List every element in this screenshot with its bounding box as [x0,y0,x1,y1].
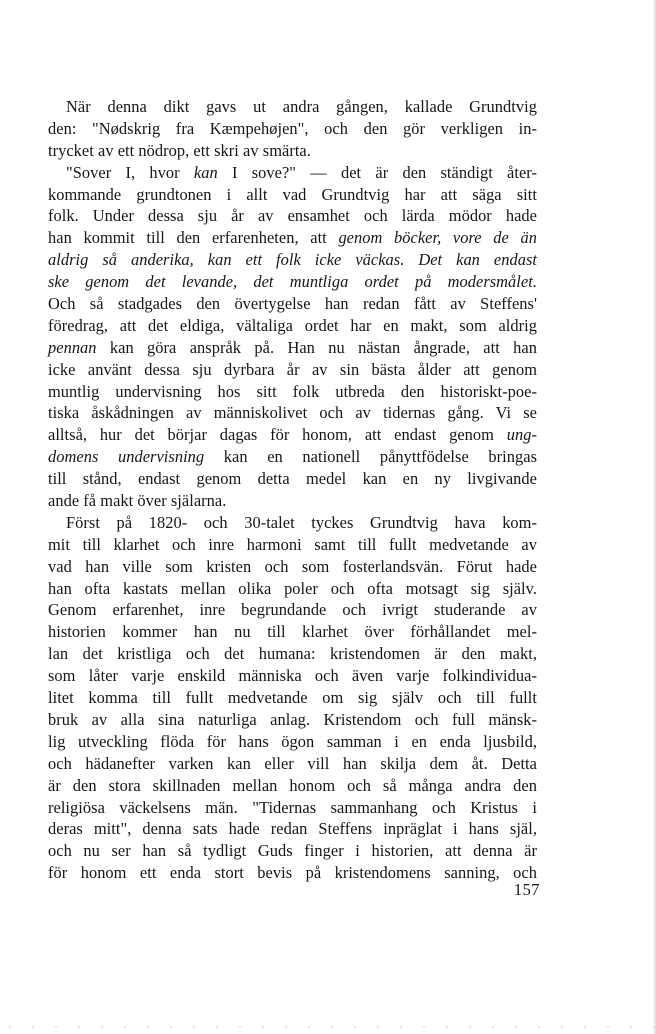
text-segment: Först på 1820- och 30-talet tyckes Grundtvig hava kom- [66,512,537,532]
text-line [48,621,537,643]
italic-text: genom böcker, vore de än [338,228,537,248]
text-line [48,709,537,731]
text-line [48,665,537,687]
text-segment: till stånd, endast genom detta medel kan en ny livgivande [48,469,537,489]
text-line [48,293,537,315]
text-line [48,797,537,819]
text-line [48,96,537,118]
italic-text: domens undervisning [48,447,205,467]
text-segment: litet komma till fullt medvetande om sig själv och till fullt [48,688,537,708]
text-line [48,446,537,468]
text-segment: muntlig undervisning hos sitt folk utbreda den historiskt-poe- [48,381,537,401]
text-line [48,184,537,206]
text-segment: han ofta kastats mellan olika poler och ofta motsagt sig själv. [48,578,537,598]
text-segment: bruk av alla sina naturliga anlag. Kristendom och full mänsk- [48,709,537,729]
text-line [48,753,537,775]
text-line [48,731,537,753]
text-segment: Genom erfarenhet, inre begrundande och ivrigt studerande av [48,600,537,620]
text-line [48,599,537,621]
text-segment: trycket av ett nödrop, ett skri av smärta. [48,140,311,160]
italic-text: kan [193,162,218,182]
text-segment: mit till klarhet och inre harmoni samt till fullt medvetande av [48,534,537,554]
text-segment: lig utveckling flöda för hans ögon samman i en enda ljusbild, [48,731,537,751]
text-line [48,402,537,424]
text-segment: som låter varje enskild människa och även varje folkindividua- [48,666,537,686]
text-segment: vad han ville som kristen och som fosterlandsvän. Förut hade [48,556,537,576]
text-line [48,687,537,709]
italic-text: pennan [48,337,97,357]
text-segment: Och så stadgades den övertygelse han redan fått av Steffens' [48,294,537,314]
text-segment: och hädanefter varken kan eller vill han skilja dem åt. Detta [48,753,537,773]
italic-text: ske genom det levande, det muntliga ordet på modersmålet. [48,272,537,292]
text-line [48,534,537,556]
text-line [48,249,537,271]
text-line [48,775,537,797]
text-segment: den: "Nødskrig fra Kæmpehøjen", och den gör verkligen in- [48,118,537,138]
page-number: 157 [513,880,540,899]
text-segment: icke använt dessa sju dyrbara år av sin bästa ålder att genom [48,359,537,379]
text-segment: religiösa väckelsens män. "Tidernas sammanhang och Kristus i [48,797,537,817]
text-segment: är den stora skillnaden mellan honom och så många andra den [48,775,537,795]
text-segment: föredrag, att det eldiga, vältaliga ordet har en makt, som aldrig [48,315,537,335]
text-line [48,359,537,381]
text-segment: När denna dikt gavs ut andra gången, kallade Grundtvig [66,97,537,116]
text-line [48,118,537,140]
text-line [48,337,537,359]
text-line [48,140,537,162]
text-line [48,227,537,249]
text-segment: lan det kristliga och det humana: kristendomen är den makt, [48,644,537,664]
text-segment: kan en nationell pånyttfödelse bringas [204,447,537,467]
text-line [48,512,537,534]
text-line [48,578,537,600]
text-line [48,468,537,490]
text-segment: folk. Under dessa sju år av ensamhet och lärda mödor hade [48,206,537,226]
text-segment: han kommit till den erfarenheten, att [48,228,339,248]
text-segment: "Sover I, hvor [66,162,194,182]
scan-specks [0,1026,656,1028]
text-line [48,643,537,665]
text-segment: och nu ser han så tydligt Guds finger i historien, att denna är [48,841,537,861]
text-line [48,490,537,512]
text-line [48,862,537,884]
text-segment: för honom ett enda stort bevis på kristendomens sanning, och [48,863,537,883]
text-segment: deras mitt", denna sats hade redan Steffens inpräglat i hans själ, [48,819,537,839]
text-segment: kan göra anspråk på. Han nu nästan ångrade, att han [96,337,537,357]
text-line [48,205,537,227]
text-segment: kommande grundtonen i allt vad Grundtvig har att säga sitt [48,184,537,204]
text-segment: alltså, hur det börjar dagas för honom, att endast genom [48,425,507,445]
text-line [48,840,537,862]
text-line [48,381,537,403]
text-line [48,818,537,840]
text-line [48,424,537,446]
text-segment: tiska åskådningen av människolivet och av tidernas gång. Vi se [48,403,537,423]
italic-text: aldrig så anderika, kan ett folk icke väckas. Det kan endast [48,250,537,270]
text-line [48,271,537,293]
text-line [48,162,537,184]
body-text [48,96,537,884]
text-line [48,556,537,578]
text-segment: ande få makt över själarna. [48,491,227,511]
text-segment: I sove?" — det är den ständigt åter- [217,162,537,182]
text-line [48,315,537,337]
text-segment: historien kommer han nu till klarhet över förhållandet mel- [48,622,537,642]
italic-text: ung- [506,425,537,445]
